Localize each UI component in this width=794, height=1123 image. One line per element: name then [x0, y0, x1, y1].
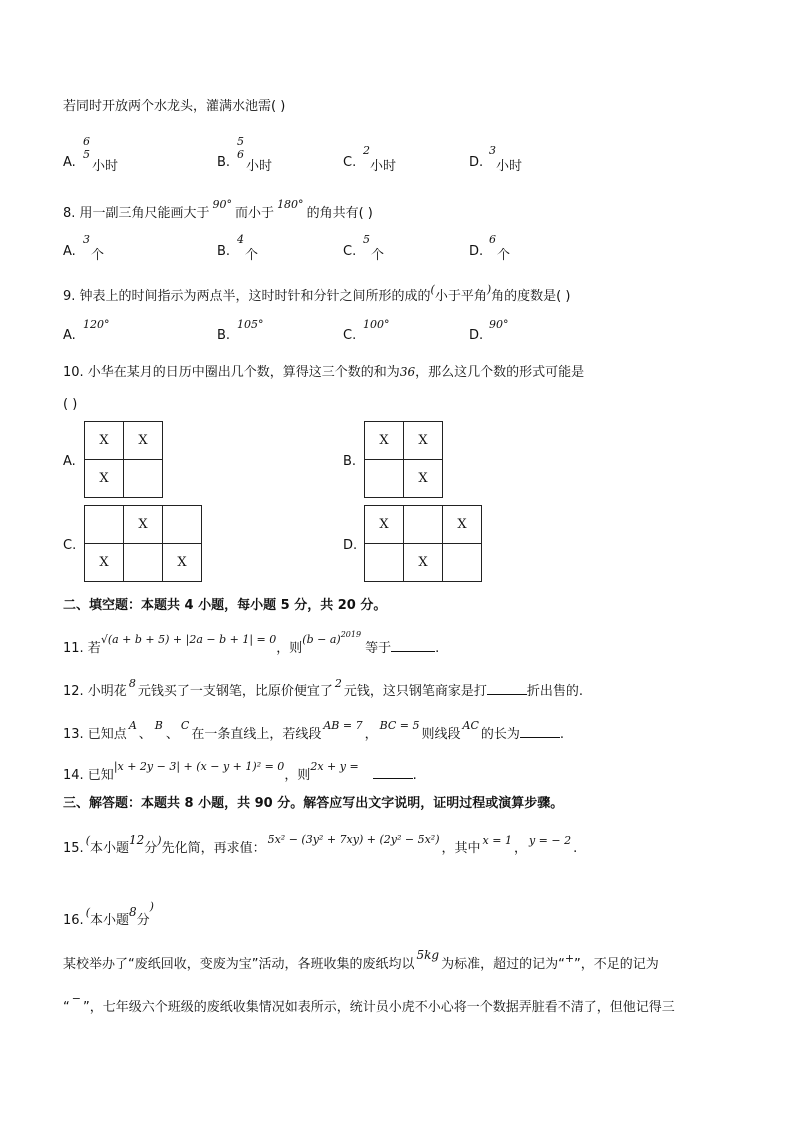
- q16-line2-text-1: “: [63, 1000, 70, 1015]
- q10-paren: ( ): [63, 397, 78, 412]
- option-value: 3: [489, 144, 496, 157]
- q16-paragraph-line-2: [63, 992, 675, 1015]
- q14-text-2: ，则: [284, 768, 311, 783]
- q8-text-1: 8. 用一副三角尺能画大于: [63, 206, 210, 221]
- q16-number: 16.: [63, 913, 84, 928]
- option-unit: 小时: [246, 159, 273, 174]
- option-value: 3: [83, 233, 90, 246]
- q16-kg: 5kg: [416, 948, 440, 962]
- fraction-denominator: 6: [237, 148, 244, 161]
- option-value: 100°: [363, 318, 390, 331]
- option-value: 4: [237, 233, 244, 246]
- option-value: 2: [363, 144, 370, 157]
- calendar-cell: X: [404, 422, 443, 460]
- q10-option-d-label: D.: [343, 538, 358, 553]
- option-letter: B.: [217, 328, 231, 343]
- q14-text-1: 14. 已知: [63, 768, 114, 783]
- calendar-cell: X: [85, 422, 124, 460]
- q15-paren-right: ): [157, 834, 162, 847]
- calendar-cell: X: [443, 506, 482, 544]
- q15-text-2: 分: [144, 841, 158, 856]
- calendar-cell: X: [124, 422, 163, 460]
- calendar-cell: X: [163, 544, 202, 582]
- q16-plus: +: [564, 952, 575, 965]
- q10-option-a-grid: [84, 421, 163, 498]
- calendar-cell: [163, 506, 202, 544]
- q13-point-b: B: [154, 719, 163, 732]
- calendar-cell: X: [124, 506, 163, 544]
- q15-text-4: ，其中: [441, 841, 481, 856]
- answer-blank[interactable]: [391, 639, 435, 652]
- q16-text-1: 本小题: [89, 913, 129, 928]
- calendar-cell: [85, 506, 124, 544]
- q10-option-d-grid: [364, 505, 482, 582]
- option-unit: 小时: [496, 159, 523, 174]
- q11-expr: √(a + b + 5) + |2a − b + 1| = 0: [100, 633, 277, 646]
- q13-text-3: 则线段: [421, 727, 461, 742]
- q13-ab: AB = 7: [323, 719, 363, 732]
- q16-line2-text-2: ”，七年级六个班级的废纸收集情况如表所示，统计员小虎不小心将一个数据弄脏看不清了，但他记得三: [82, 1000, 675, 1015]
- option-letter: A.: [63, 328, 76, 343]
- q9-stem: [63, 285, 570, 304]
- q8-stem: [63, 198, 373, 221]
- q13-point-c: C: [180, 719, 190, 732]
- q10-option-c-grid: [84, 505, 202, 582]
- q15-comma: ，: [513, 841, 527, 856]
- q9-paren-right: ): [486, 283, 492, 296]
- calendar-cell: X: [85, 544, 124, 582]
- option-letter: A.: [63, 244, 76, 259]
- option-letter: B.: [217, 155, 231, 170]
- q11-expr-2: (b − a): [302, 633, 341, 646]
- q13-sep-2: 、: [165, 727, 179, 742]
- q11-stem: [63, 630, 440, 656]
- q15-text-1: 本小题: [89, 841, 129, 856]
- calendar-cell: [443, 544, 482, 582]
- q13-ac: AC: [462, 719, 479, 732]
- q16-line1-text-1: 某校举办了“废纸回收，变废为宝”活动，各班收集的废纸均以: [63, 957, 415, 972]
- q14-expr-2: 2x + y =: [310, 760, 359, 773]
- q15-y-value: y = − 2: [528, 834, 572, 847]
- option-letter: C.: [343, 328, 357, 343]
- q8-math-90: 90°: [212, 198, 233, 211]
- fraction-numerator: 5: [237, 135, 244, 148]
- q9-text-2: 小于平角: [434, 289, 487, 304]
- calendar-cell: X: [365, 422, 404, 460]
- q12-text-1: 12. 小明花: [63, 684, 127, 699]
- q9-paren-left: (: [430, 283, 435, 296]
- option-value: 90°: [489, 318, 509, 331]
- q10-text-1: 10. 小华在某月的日历中圈出几个数，算得这三个数的和为: [63, 365, 400, 380]
- q11-exponent: 2019: [340, 630, 362, 639]
- q16-paragraph-line-1: [63, 948, 659, 972]
- option-value: 5: [363, 233, 370, 246]
- q15-paren-left: (: [85, 834, 90, 847]
- answer-blank[interactable]: [373, 766, 413, 779]
- calendar-cell: X: [404, 460, 443, 498]
- option-letter: C.: [343, 155, 357, 170]
- calendar-cell: X: [365, 506, 404, 544]
- option-letter: A.: [63, 155, 76, 170]
- q12-text-2: 元钱买了一支钢笔，比原价便宜了: [137, 684, 333, 699]
- q12-stem: [63, 677, 583, 699]
- option-unit: 个: [245, 248, 259, 263]
- q10-option-a-label: A.: [63, 454, 76, 469]
- answer-blank[interactable]: [487, 682, 527, 695]
- option-unit: 小时: [92, 159, 119, 174]
- option-unit: 个: [497, 248, 511, 263]
- q10-option-b-grid: [364, 421, 443, 498]
- calendar-cell: [365, 544, 404, 582]
- q11-end: .: [435, 641, 440, 656]
- q7-stem: 若同时开放两个水龙头，灌满水池需( ): [63, 99, 286, 114]
- q8-math-180: 180°: [277, 198, 304, 211]
- q15-x-value: x = 1: [482, 834, 512, 847]
- calendar-cell: X: [85, 460, 124, 498]
- q16-heading: [63, 900, 154, 928]
- q10-option-b-label: B.: [343, 454, 357, 469]
- option-unit: 个: [91, 248, 105, 263]
- option-letter: D.: [469, 155, 484, 170]
- calendar-cell: [124, 460, 163, 498]
- q13-text-4: 的长为: [480, 727, 520, 742]
- q15-expr: 5x² − (3y² + 7xy) + (2y² − 5x²): [267, 833, 440, 846]
- q13-comma: ，: [364, 727, 378, 742]
- q8-text-3: 的角共有( ): [306, 206, 373, 221]
- q15-score: 12: [129, 833, 145, 847]
- calendar-cell: [365, 460, 404, 498]
- q16-text-2: 分: [136, 913, 150, 928]
- q15-end: .: [573, 841, 578, 856]
- q16-score: 8: [129, 905, 137, 919]
- q14-end: .: [412, 768, 417, 783]
- q10-option-c-label: C.: [63, 538, 77, 553]
- q15-text-3: 先化简，再求值：: [161, 841, 266, 856]
- answer-blank[interactable]: [520, 725, 560, 738]
- option-letter: B.: [217, 244, 231, 259]
- q15-number: 15.: [63, 841, 84, 856]
- q9-text-1: 9. 钟表上的时间指示为两点半，这时时针和分针之间所形的成的: [63, 289, 431, 304]
- fraction-numerator: 6: [83, 135, 90, 148]
- option-letter: D.: [469, 244, 484, 259]
- q11-text-2: ，则: [276, 641, 303, 656]
- q13-bc: BC = 5: [379, 719, 420, 732]
- q12-text-3: 元钱，这只钢笔商家是打: [343, 684, 487, 699]
- q13-text-1: 13. 已知点: [63, 727, 127, 742]
- q13-text-2: 在一条直线上，若线段: [191, 727, 322, 742]
- q13-point-a: A: [128, 719, 137, 732]
- q14-expr: |x + 2y − 3| + (x − y + 1)² = 0: [113, 760, 285, 773]
- q9-text-3: 角的度数是( ): [491, 289, 571, 304]
- option-unit: 小时: [370, 159, 397, 174]
- q11-text-3: 等于: [365, 641, 392, 656]
- option-value: 105°: [237, 318, 264, 331]
- q10-math-36: 36: [399, 365, 416, 379]
- calendar-cell: [404, 506, 443, 544]
- option-letter: C.: [343, 244, 357, 259]
- q12-math-2: 2: [334, 677, 342, 690]
- option-letter: D.: [469, 328, 484, 343]
- q13-sep-1: 、: [138, 727, 152, 742]
- q15-stem: [63, 833, 578, 856]
- q13-end: .: [559, 727, 565, 742]
- section-3-heading: 三、解答题：本题共 8 小题，共 90 分。解答应写出文字说明，证明过程或演算步骤。: [63, 796, 564, 811]
- calendar-cell: X: [404, 544, 443, 582]
- option-value: 120°: [83, 318, 110, 331]
- q16-line1-text-2: 为标准，超过的记为“: [441, 957, 565, 972]
- q12-math-8: 8: [128, 677, 136, 690]
- q10-stem: [63, 361, 584, 380]
- option-value: 6: [489, 233, 496, 246]
- q14-stem: [63, 760, 417, 783]
- q16-paren-right: ): [149, 900, 154, 913]
- fraction-denominator: 5: [83, 148, 90, 161]
- q16-paren-left: (: [85, 906, 90, 919]
- calendar-cell: [124, 544, 163, 582]
- q13-stem: [63, 719, 565, 742]
- q16-minus: −: [71, 992, 81, 1005]
- q11-text-1: 11. 若: [63, 641, 101, 656]
- q12-text-4: 折出售的.: [526, 684, 583, 699]
- option-unit: 个: [371, 248, 385, 263]
- q10-text-2: ，那么这几个数的形式可能是: [415, 365, 585, 380]
- section-2-heading: 二、填空题：本题共 4 小题，每小题 5 分，共 20 分。: [63, 598, 387, 613]
- q16-line1-text-3: ”，不足的记为: [574, 957, 659, 972]
- q8-text-2: 而小于: [235, 206, 275, 221]
